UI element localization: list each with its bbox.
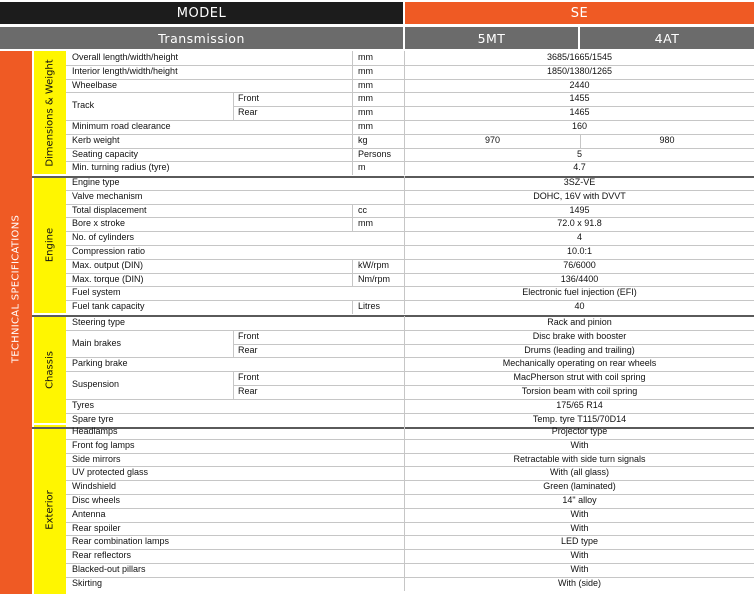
column-divider [352,300,353,314]
spec-value: Retractable with side turn signals [513,453,646,464]
spec-value: Disc brake with booster [532,330,627,341]
column-divider [580,134,581,148]
row-divider [66,300,754,301]
spec-unit: mm [358,121,373,131]
column-divider [352,51,353,65]
section-dimensions-weight [34,51,66,174]
row-divider [66,563,754,564]
spec-unit: cc [358,204,367,215]
column-divider [352,217,353,231]
spec-value: Rack and pinion [547,317,612,327]
spec-value: MacPherson strut with coil spring [513,372,646,383]
column-divider [233,106,234,120]
spec-label: Track [72,100,95,111]
row-divider [66,92,754,93]
column-divider [352,161,353,175]
spec-label: Antenna [72,508,106,519]
spec-unit: kW/rpm [358,259,389,270]
spec-label: Fuel tank capacity [72,301,145,312]
spec-label: Seating capacity [72,148,139,159]
technical-specifications-label: TECHNICAL SPECIFICATIONS [10,214,22,364]
spec-label: Min. turning radius (tyre) [72,162,170,173]
value-column-divider [404,51,405,175]
value-column-divider [404,316,405,426]
column-divider [352,259,353,273]
spec-label: No. of cylinders [72,232,135,243]
spec-label: Disc wheels [72,495,121,505]
section-chassis [34,316,66,423]
row-divider [66,549,754,550]
spec-label: UV protected glass [72,467,149,478]
row-divider [66,466,754,467]
column-divider [352,92,353,106]
spec-value: Torsion beam with coil spring [521,386,638,396]
column-divider [352,148,353,162]
spec-value: 160 [571,121,588,131]
spec-value: LED type [560,536,599,547]
value-column-divider [404,176,405,314]
section-label: Dimensions & Weight [44,58,56,167]
row-divider [66,439,754,440]
section-label: Engine [44,227,56,262]
spec-value: Drums (leading and trailing) [524,344,635,355]
row-divider [66,453,754,454]
spec-label: Valve mechanism [72,190,143,201]
spec-label: Headlamps [72,426,118,436]
spec-value: 1465 [569,107,590,118]
spec-unit: mm [358,218,373,229]
spec-value: 175/65 R14 [556,399,603,410]
spec-label: Kerb weight [72,134,120,145]
row-divider [66,480,754,481]
row-divider [66,120,754,121]
spec-sublabel: Rear [238,344,258,355]
spec-value: 3SZ-VE [563,177,596,187]
spec-value: 10.0:1 [566,246,593,256]
row-divider [66,190,754,191]
spec-label: Max. torque (DIN) [72,273,144,284]
spec-value: With [570,522,589,533]
spec-unit: mm [358,79,373,90]
section-label: Chassis [44,350,56,389]
column-divider [233,92,234,106]
column-divider [233,344,234,358]
spec-label: Skirting [72,577,103,588]
spec-value: 136/4400 [560,273,599,284]
column-divider [352,106,353,120]
value-column-divider [404,425,405,591]
spec-value-4at: 980 [659,134,675,145]
row-divider [66,330,754,331]
row-divider [66,357,754,358]
spec-value: DOHC, 16V with DVVT [533,190,626,201]
spec-label: Windshield [72,481,117,492]
row-divider [233,344,754,345]
spec-value: 1495 [569,204,590,215]
spec-unit: mm [358,107,373,118]
row-divider [66,148,754,149]
spec-unit: m [358,162,366,173]
spec-unit: mm [358,65,373,76]
column-divider [233,330,234,344]
column-divider [233,371,234,385]
column-divider [233,385,234,399]
column-divider [352,120,353,134]
spec-label: Side mirrors [72,453,121,464]
spec-label: Front fog lamps [72,439,135,450]
spec-label: Rear reflectors [72,550,132,561]
row-divider [66,522,754,523]
spec-value: 40 [574,301,585,312]
spec-value: With (all glass) [549,467,609,478]
spec-value: Projector type [551,426,608,436]
spec-value: Electronic fuel injection (EFI) [522,287,637,298]
column-divider [352,204,353,218]
spec-value: 4 [576,232,582,243]
spec-unit: Persons [358,148,392,159]
spec-label: Wheelbase [72,79,118,90]
spec-value-5mt: 970 [484,134,501,145]
spec-value: With [570,564,589,574]
spec-label: Parking brake [72,358,128,369]
spec-value: Mechanically operating on rear wheels [502,358,657,369]
spec-label: Overall length/width/height [72,52,179,62]
row-divider [66,273,754,274]
row-divider [66,79,754,80]
row-divider [66,508,754,509]
column-divider [352,79,353,93]
spec-label: Fuel system [72,287,121,298]
row-divider [66,245,754,246]
row-divider [66,134,754,135]
row-divider [233,385,754,386]
row-divider [66,286,754,287]
spec-label: Suspension [72,379,120,390]
row-divider [233,106,754,107]
spec-label: Spare tyre [72,413,114,424]
spec-value: With [570,508,589,519]
spec-value: 76/6000 [563,259,596,270]
spec-value: 14" alloy [562,495,597,505]
spec-label: Engine type [72,177,120,187]
spec-value: 72.0 x 91.8 [557,218,602,229]
spec-unit: mm [358,52,373,62]
spec-value: Green (laminated) [543,481,616,492]
spec-sublabel: Rear [238,107,258,118]
column-divider [352,65,353,79]
spec-label: Compression ratio [72,246,146,256]
spec-value: Temp. tyre T115/70D14 [532,413,627,424]
row-divider [66,231,754,232]
spec-unit: mm [358,93,373,104]
section-exterior [34,425,66,594]
row-divider [66,217,754,218]
row-divider [66,577,754,578]
row-divider [66,399,754,400]
model-header: MODEL [0,2,403,24]
row-divider [66,535,754,536]
column-divider [352,134,353,148]
spec-value: 1455 [569,93,590,104]
spec-sublabel: Front [238,372,260,383]
spec-value: 2440 [569,79,590,90]
spec-unit: Nm/rpm [358,273,390,284]
spec-label: Max. output (DIN) [72,259,144,270]
spec-label: Tyres [72,399,95,410]
spec-value: With [570,550,589,561]
spec-sublabel: Front [238,330,260,341]
spec-label: Main brakes [72,337,122,348]
column-divider [352,273,353,287]
spec-value: 3685/1665/1545 [546,52,613,62]
spec-value: With [570,439,589,450]
row-divider [66,161,754,162]
transmission-5mt-header: 5MT [405,27,578,49]
row-divider [66,259,754,260]
transmission-4at-header: 4AT [580,27,754,49]
spec-label: Total displacement [72,204,147,215]
spec-label: Interior length/width/height [72,65,178,76]
row-divider [66,413,754,414]
spec-value: 1850/1380/1265 [546,65,613,76]
spec-label: Blacked-out pillars [72,564,146,574]
row-divider [66,65,754,66]
spec-label: Minimum road clearance [72,121,171,131]
section-label: Exterior [44,489,56,530]
spec-unit: kg [358,134,368,145]
spec-label: Rear combination lamps [72,536,170,547]
technical-specifications-sidebar [0,51,32,594]
transmission-header: Transmission [0,27,403,49]
spec-value: 5 [576,148,582,159]
row-divider [66,371,754,372]
spec-label: Bore x stroke [72,218,126,229]
grade-header: SE [405,2,754,24]
row-divider [66,204,754,205]
spec-value: With (side) [557,577,601,588]
spec-label: Steering type [72,317,126,327]
section-engine [34,176,66,313]
row-divider [66,494,754,495]
spec-sublabel: Front [238,93,260,104]
spec-value: 4.7 [573,162,586,173]
spec-unit: Litres [358,301,381,312]
spec-label: Rear spoiler [72,522,121,533]
spec-sublabel: Rear [238,386,258,396]
